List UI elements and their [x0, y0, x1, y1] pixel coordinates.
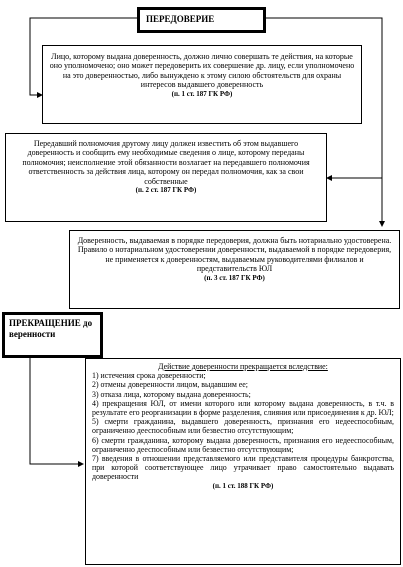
list-item: 7) введения в отношении представляемого или представителя процедуры банкротства, при которой соответствующее лицо утрачивает право самостоятельно выдавать доверенности [92, 454, 394, 482]
prekrashchenie-title-text: ПРЕКРАЩЕНИЕ доверенности [9, 318, 93, 339]
list-item: 5) смерти гражданина, выдавшего доверенность, признания его недееспособным, ограниченно дееспособным или безвестно отсутствующим; [92, 417, 394, 436]
peredoverie-title [137, 7, 266, 33]
box1-ref: (п. 1 ст. 187 ГК РФ) [171, 89, 233, 98]
peredoverie-title-text: ПЕРЕДОВЕРИЕ [146, 14, 215, 24]
list-item: 3) отказа лица, которому выдана доверенность; [92, 389, 251, 399]
box3-ref: (п. 3 ст. 187 ГК РФ) [204, 273, 265, 282]
peredoverie-box-3 [69, 230, 400, 309]
list-item: 1) истечения срока доверенности; [92, 371, 206, 381]
box2-ref: (п. 2 ст. 187 ГК РФ) [135, 186, 197, 195]
prekrashchenie-box [85, 358, 401, 565]
box3-line2: Правило о нотариальном удостоверении доверенности, выдаваемой в порядке передоверия, не применяется к доверенностям, выдаваемым руководителями филиалов и представительств ЮЛ [77, 245, 392, 274]
peredoverie-box-2 [5, 133, 327, 222]
prekrashchenie-title [2, 312, 103, 358]
list-item: 2) отмены доверенности лицом, выдавшим ее; [92, 380, 248, 390]
box1-text: Лицо, которому выдана доверенность, должно лично совершать те действия, на которые оно уполномочено; оно может передоверить их совершение др. лицу, если уполномочено на это доверенностью, либо вынуждено к этому силою обстоятельств для охраны интересов выдавшего доверенность [49, 52, 355, 90]
box2-text: Передавший полномочия другому лицу должен известить об этом выдавшего доверенность и сообщить ему необходимые сведения о лице, которому переданы полномочия; неисполнение этой обязанности возлагает на передавшего полномочия ответственность за действия лица, которому он передал полномочия, как за свои собственные [22, 139, 310, 186]
prekrashchenie-heading: Действие доверенности прекращается вследствие: [158, 362, 328, 371]
list-item: 4) прекращения ЮЛ, от имени которого или которому выдана доверенность, в т.ч. в результате его реорганизации в форме разделения, слияния или присоединения к др. ЮЛ; [92, 398, 394, 418]
list-item: 6) смерти гражданина, которому выдана доверенность, признания его недееспособным, ограниченно дееспособным или безвестно отсутствующим; [92, 435, 394, 454]
box3-line1: Доверенность, выдаваемая в порядке передоверия, должна быть нотариально удостоверена. [77, 236, 392, 245]
peredoverie-box-1 [42, 45, 362, 124]
prekrashchenie-ref: (п. 1 ст. 188 ГК РФ) [212, 481, 274, 490]
